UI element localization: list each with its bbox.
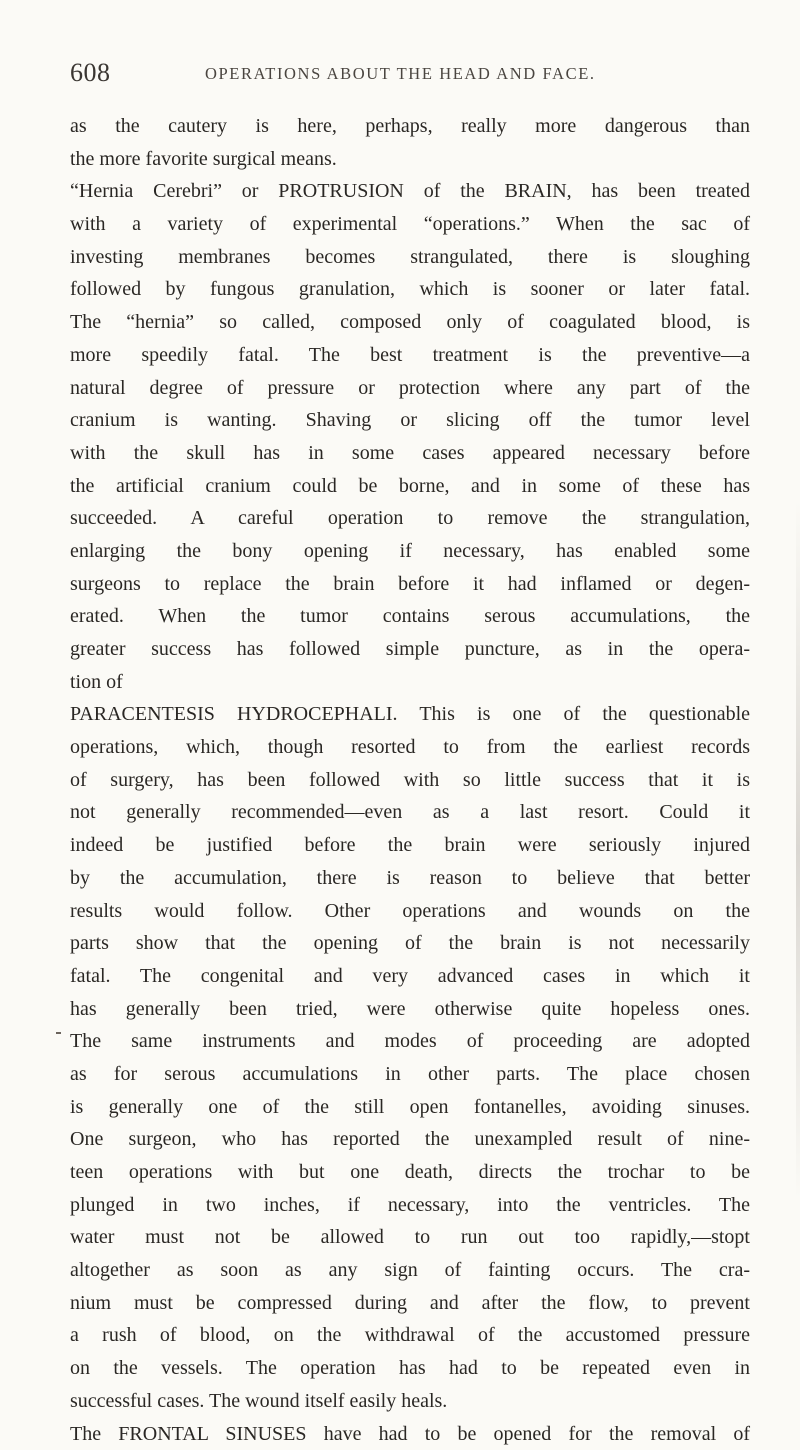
text-line: nium must be compressed during and after the flow, to prevent: [70, 1287, 750, 1320]
text-line: a rush of blood, on the withdrawal of the accustomed pressure: [70, 1319, 750, 1352]
text-line: by the accumulation, there is reason to believe that better: [70, 862, 750, 895]
text-line: enlarging the bony opening if necessary, has enabled some: [70, 535, 750, 568]
text-line: succeeded. A careful operation to remove the strangulation,: [70, 502, 750, 535]
text-line: the more favorite surgical means.: [70, 143, 750, 176]
text-line: with a variety of experimental “operations.” When the sac of: [70, 208, 750, 241]
text-line: with the skull has in some cases appeared necessary before: [70, 437, 750, 470]
text-line: surgeons to replace the brain before it had inflamed or degen-: [70, 568, 750, 601]
text-line: is generally one of the still open fontanelles, avoiding sinuses.: [70, 1091, 750, 1124]
text-line: more speedily fatal. The best treatment is the preventive—a: [70, 339, 750, 372]
page-edge-shadow: [796, 500, 800, 1200]
text-line: “Hernia Cerebri” or PROTRUSION of the BRAIN, has been treated: [70, 175, 750, 208]
text-line: the artificial cranium could be borne, and in some of these has: [70, 470, 750, 503]
text-line: on the vessels. The operation has had to be repeated even in: [70, 1352, 750, 1385]
text-line: plunged in two inches, if necessary, into the ventricles. The: [70, 1189, 750, 1222]
text-line: teen operations with but one death, directs the trochar to be: [70, 1156, 750, 1189]
text-line: investing membranes becomes strangulated, there is sloughing: [70, 241, 750, 274]
text-line: has generally been tried, were otherwise quite hopeless ones.: [70, 993, 750, 1026]
text-line: indeed be justified before the brain were seriously injured: [70, 829, 750, 862]
text-line: The FRONTAL SINUSES have had to be opened for the removal of: [70, 1418, 750, 1450]
page-header: [70, 58, 730, 90]
text-line: PARACENTESIS HYDROCEPHALI. This is one of the questionable: [70, 698, 750, 731]
body-text: [70, 110, 750, 1450]
running-head: OPERATIONS ABOUT THE HEAD AND FACE.: [205, 64, 596, 84]
page-number: 608: [70, 58, 111, 88]
text-line: operations, which, though resorted to from the earliest records: [70, 731, 750, 764]
text-line: as the cautery is here, perhaps, really more dangerous than: [70, 110, 750, 143]
text-line: tion of: [70, 666, 750, 699]
text-line: as for serous accumulations in other parts. The place chosen: [70, 1058, 750, 1091]
text-line: The “hernia” so called, composed only of coagulated blood, is: [70, 306, 750, 339]
text-line: followed by fungous granulation, which is sooner or later fatal.: [70, 273, 750, 306]
text-line: cranium is wanting. Shaving or slicing off the tumor level: [70, 404, 750, 437]
text-line: greater success has followed simple puncture, as in the opera-: [70, 633, 750, 666]
text-line: successful cases. The wound itself easily heals.: [70, 1385, 750, 1418]
text-line: fatal. The congenital and very advanced cases in which it: [70, 960, 750, 993]
text-line: natural degree of pressure or protection where any part of the: [70, 372, 750, 405]
text-line: parts show that the opening of the brain is not necessarily: [70, 927, 750, 960]
text-line: of surgery, has been followed with so little success that it is: [70, 764, 750, 797]
text-line: erated. When the tumor contains serous accumulations, the: [70, 600, 750, 633]
text-line: The same instruments and modes of proceeding are adopted: [70, 1025, 750, 1058]
text-line: One surgeon, who has reported the unexampled result of nine-: [70, 1123, 750, 1156]
text-line: not generally recommended—even as a last resort. Could it: [70, 796, 750, 829]
text-line: results would follow. Other operations and wounds on the: [70, 895, 750, 928]
margin-mark: [56, 1032, 61, 1034]
text-line: water must not be allowed to run out too rapidly,—stopt: [70, 1221, 750, 1254]
text-line: altogether as soon as any sign of fainting occurs. The cra-: [70, 1254, 750, 1287]
